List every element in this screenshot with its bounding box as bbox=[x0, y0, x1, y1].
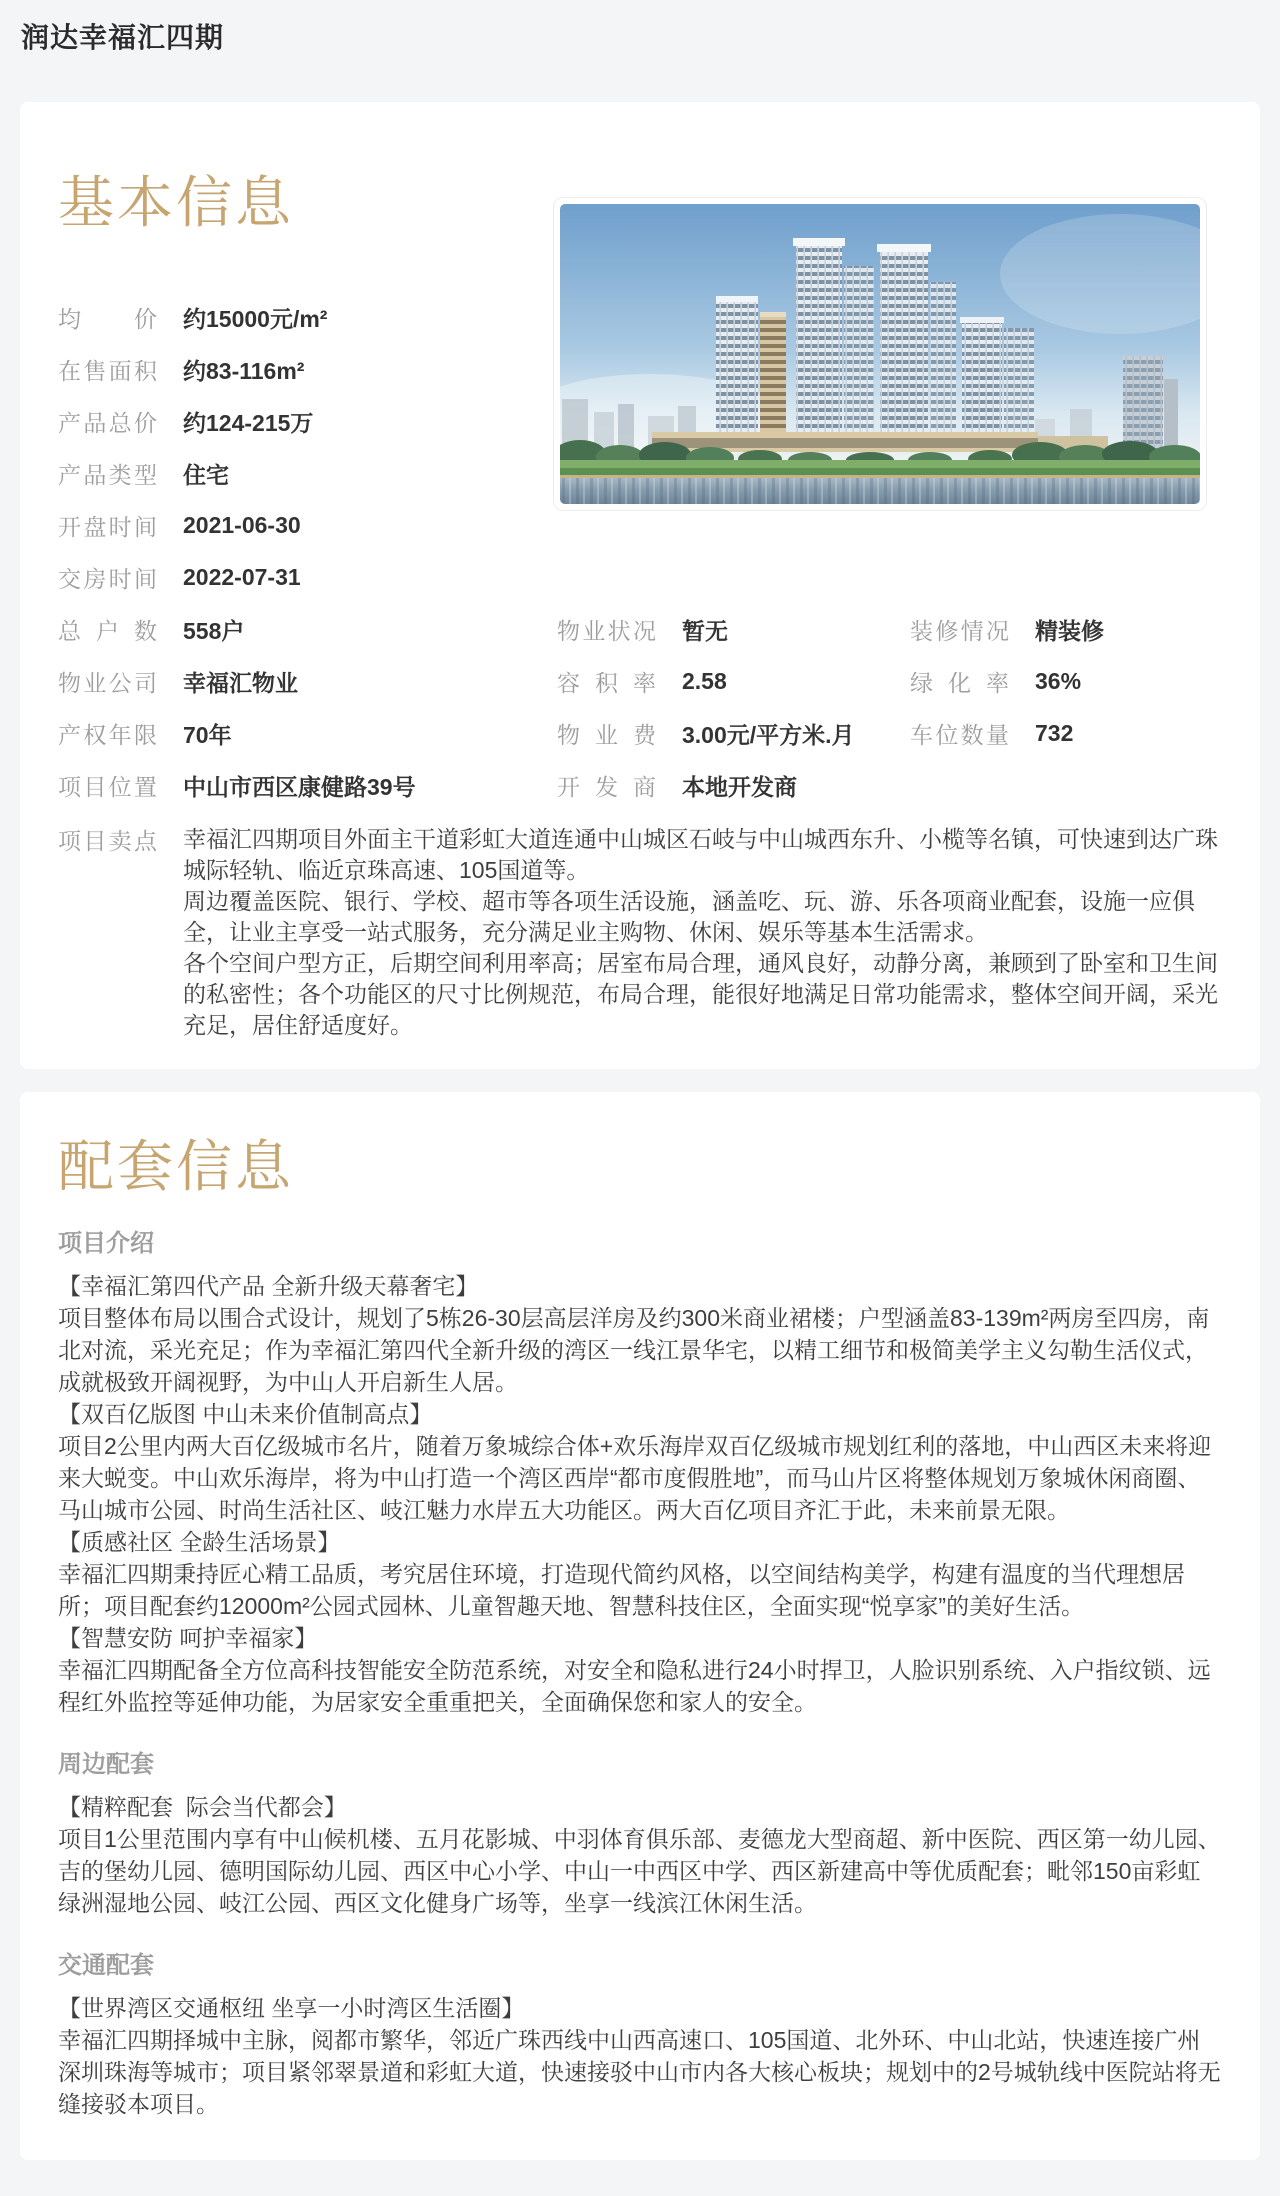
field-label: 装修情况 bbox=[910, 618, 1009, 645]
field-value: 36% bbox=[1035, 668, 1082, 695]
field-value: 约83-116m² bbox=[183, 358, 305, 385]
grid-cell bbox=[58, 665, 557, 698]
paragraph: 项目1公里范围内享有中山候机楼、五月花影城、中羽体育俱乐部、麦德龙大型商超、新中医院、西区第一幼儿园、吉的堡幼儿园、德明国际幼儿园、西区中心小学、中山一中西区中学、西区新建高中等优质配套；毗邻150亩彩虹绿洲湿地公园、岐江公园、西区文化健身广场等，坐享一线滨江休闲生活。 bbox=[58, 1826, 1221, 1917]
field-value: 2022-07-31 bbox=[183, 564, 301, 591]
grid-cell bbox=[557, 717, 910, 750]
field-value: 2021-06-30 bbox=[183, 512, 301, 539]
grid-row-tenure bbox=[58, 708, 1222, 760]
section-body bbox=[58, 1992, 1222, 2120]
grid-cell bbox=[58, 769, 557, 802]
section-transport bbox=[58, 1945, 1222, 2120]
basic-info-header: 基本信息 bbox=[58, 171, 294, 234]
paragraph: 幸福汇四期配备全方位高科技智能安全防范系统，对安全和隐私进行24小时捍卫，人脸识别系统、入户指纹锁、远程红外监控等延伸功能，为居家安全重重把关，全面确保您和家人的安全。 bbox=[58, 1657, 1211, 1716]
selling-point-row bbox=[58, 824, 1222, 1041]
field-label: 产品总价 bbox=[58, 410, 157, 437]
field-value: 732 bbox=[1035, 720, 1074, 747]
field-value: 约124-215万 bbox=[183, 410, 314, 437]
paragraph: 周边覆盖医院、银行、学校、超市等各项生活设施，涵盖吃、玩、游、乐各项商业配套，设施一应俱全，让业主享受一站式服务，充分满足业主购物、休闲、娱乐等基本生活需求。 bbox=[183, 887, 1195, 945]
grid-cell bbox=[910, 613, 1222, 646]
grid-cell bbox=[910, 717, 1222, 750]
grid-row-property-co bbox=[58, 656, 1222, 708]
section-heading: 交通配套 bbox=[58, 1952, 154, 1980]
field-value: 2.58 bbox=[682, 668, 727, 695]
paragraph: 幸福汇四期项目外面主干道彩虹大道连通中山城区石岐与中山城西东升、小榄等名镇，可快速到达广珠城际轻轨、临近京珠高速、105国道等。 bbox=[183, 825, 1218, 883]
field-value: 3.00元/平方米.月 bbox=[682, 722, 855, 749]
field-label: 总户数 bbox=[58, 618, 157, 645]
field-label: 产权年限 bbox=[58, 722, 157, 749]
field-label: 物业费 bbox=[557, 722, 656, 749]
field-label: 交房时间 bbox=[58, 566, 157, 593]
paragraph: 各个空间户型方正，后期空间利用率高；居室布局合理，通风良好，动静分离，兼顾到了卧室和卫生间的私密性；各个功能区的尺寸比例规范，布局合理，能很好地满足日常功能需求，整体空间开阔，采光充足，居住舒适度好。 bbox=[183, 949, 1218, 1038]
section-surroundings bbox=[58, 1744, 1222, 1919]
page-title: 润达幸福汇四期 bbox=[21, 22, 225, 53]
field-label: 物业状况 bbox=[557, 618, 656, 645]
grid-cell bbox=[910, 665, 1222, 698]
field-label: 在售面积 bbox=[58, 358, 157, 385]
grid-cell bbox=[557, 613, 910, 646]
field-value: 暂无 bbox=[682, 618, 728, 645]
paragraph: 【智慧安防 呵护幸福家】 bbox=[58, 1625, 318, 1652]
grid-row-location bbox=[58, 760, 1222, 812]
paragraph: 项目2公里内两大百亿级城市名片，随着万象城综合体+欢乐海岸双百亿级城市规划红利的落地，中山西区未来将迎来大蜕变。中山欢乐海岸，将为中山打造一个湾区西岸“都市度假胜地”，而马山片区将整体规划万象城休闲商圈、马山城市公园、时尚生活社区、岐江魅力水岸五大功能区。两大百亿项目齐汇于此，未来前景无限。 bbox=[58, 1433, 1212, 1524]
paragraph: 【质感社区 全龄生活场景】 bbox=[58, 1529, 341, 1556]
paragraph: 【精粹配套 际会当代都会】 bbox=[58, 1794, 347, 1821]
grid-cell bbox=[557, 769, 910, 802]
field-value: 约15000元/m² bbox=[183, 306, 328, 333]
paragraph: 【幸福汇第四代产品 全新升级天幕奢宅】 bbox=[58, 1273, 479, 1300]
basic-info-card bbox=[20, 102, 1260, 1069]
section-body bbox=[58, 1270, 1222, 1718]
field-value: 70年 bbox=[183, 722, 232, 749]
section-heading: 项目介绍 bbox=[58, 1230, 154, 1258]
section-body bbox=[58, 1791, 1222, 1919]
paragraph: 【双百亿版图 中山未来价值制高点】 bbox=[58, 1401, 433, 1428]
paragraph: 幸福汇四期择城中主脉，阅都市繁华，邻近广珠西线中山西高速口、105国道、北外环、中山北站，快速连接广州深圳珠海等城市；项目紧邻翠景道和彩虹大道，快速接驳中山市内各大核心板块；规划中的2号城轨线中医院站将无缝接驳本项目。 bbox=[58, 2027, 1221, 2118]
grid-row-households bbox=[58, 604, 1222, 656]
grid-cell bbox=[58, 613, 557, 646]
field-label: 车位数量 bbox=[910, 722, 1009, 749]
grid-cell bbox=[58, 717, 557, 750]
field-value: 精装修 bbox=[1035, 618, 1104, 645]
section-heading: 周边配套 bbox=[58, 1751, 154, 1779]
selling-point-label: 项目卖点 bbox=[58, 827, 157, 854]
field-value: 幸福汇物业 bbox=[183, 670, 298, 697]
field-label: 产品类型 bbox=[58, 462, 157, 489]
paragraph: 幸福汇四期秉持匠心精工品质，考究居住环境，打造现代简约风格，以空间结构美学，构建有温度的当代理想居所；项目配套约12000m²公园式园林、儿童智趣天地、智慧科技住区，全面实现“悦享家”的美好生活。 bbox=[58, 1561, 1185, 1620]
field-label: 均价 bbox=[58, 306, 157, 333]
section-project-intro bbox=[58, 1223, 1222, 1718]
grid-cell bbox=[557, 665, 910, 698]
project-image-card bbox=[553, 197, 1207, 511]
project-rendering-image bbox=[560, 204, 1200, 504]
field-value: 中山市西区康健路39号 bbox=[183, 774, 416, 801]
paragraph: 【世界湾区交通枢纽 坐享一小时湾区生活圈】 bbox=[58, 1995, 525, 2022]
field-value: 本地开发商 bbox=[682, 774, 797, 801]
field-row-delivery-date bbox=[58, 552, 1222, 604]
facility-info-card bbox=[20, 1092, 1260, 2161]
paragraph: 项目整体布局以围合式设计，规划了5栋26-30层高层洋房及约300米商业裙楼；户型涵盖83-139m²两房至四房，南北对流，采光充足；作为幸福汇第四代全新升级的湾区一线江景华宅，以精工细节和极简美学主义勾勒生活仪式，成就极致开阔视野，为中山人开启新生人居。 bbox=[58, 1305, 1210, 1396]
selling-point-text bbox=[183, 824, 1222, 1041]
field-label: 开盘时间 bbox=[58, 514, 157, 541]
field-value: 558户 bbox=[183, 618, 245, 645]
field-label: 开发商 bbox=[557, 774, 656, 801]
field-label: 项目位置 bbox=[58, 774, 157, 801]
facility-info-header: 配套信息 bbox=[58, 1134, 294, 1198]
field-label: 容积率 bbox=[557, 670, 656, 697]
field-label: 绿化率 bbox=[910, 670, 1009, 697]
field-value: 住宅 bbox=[183, 462, 229, 489]
field-label: 物业公司 bbox=[58, 670, 157, 697]
